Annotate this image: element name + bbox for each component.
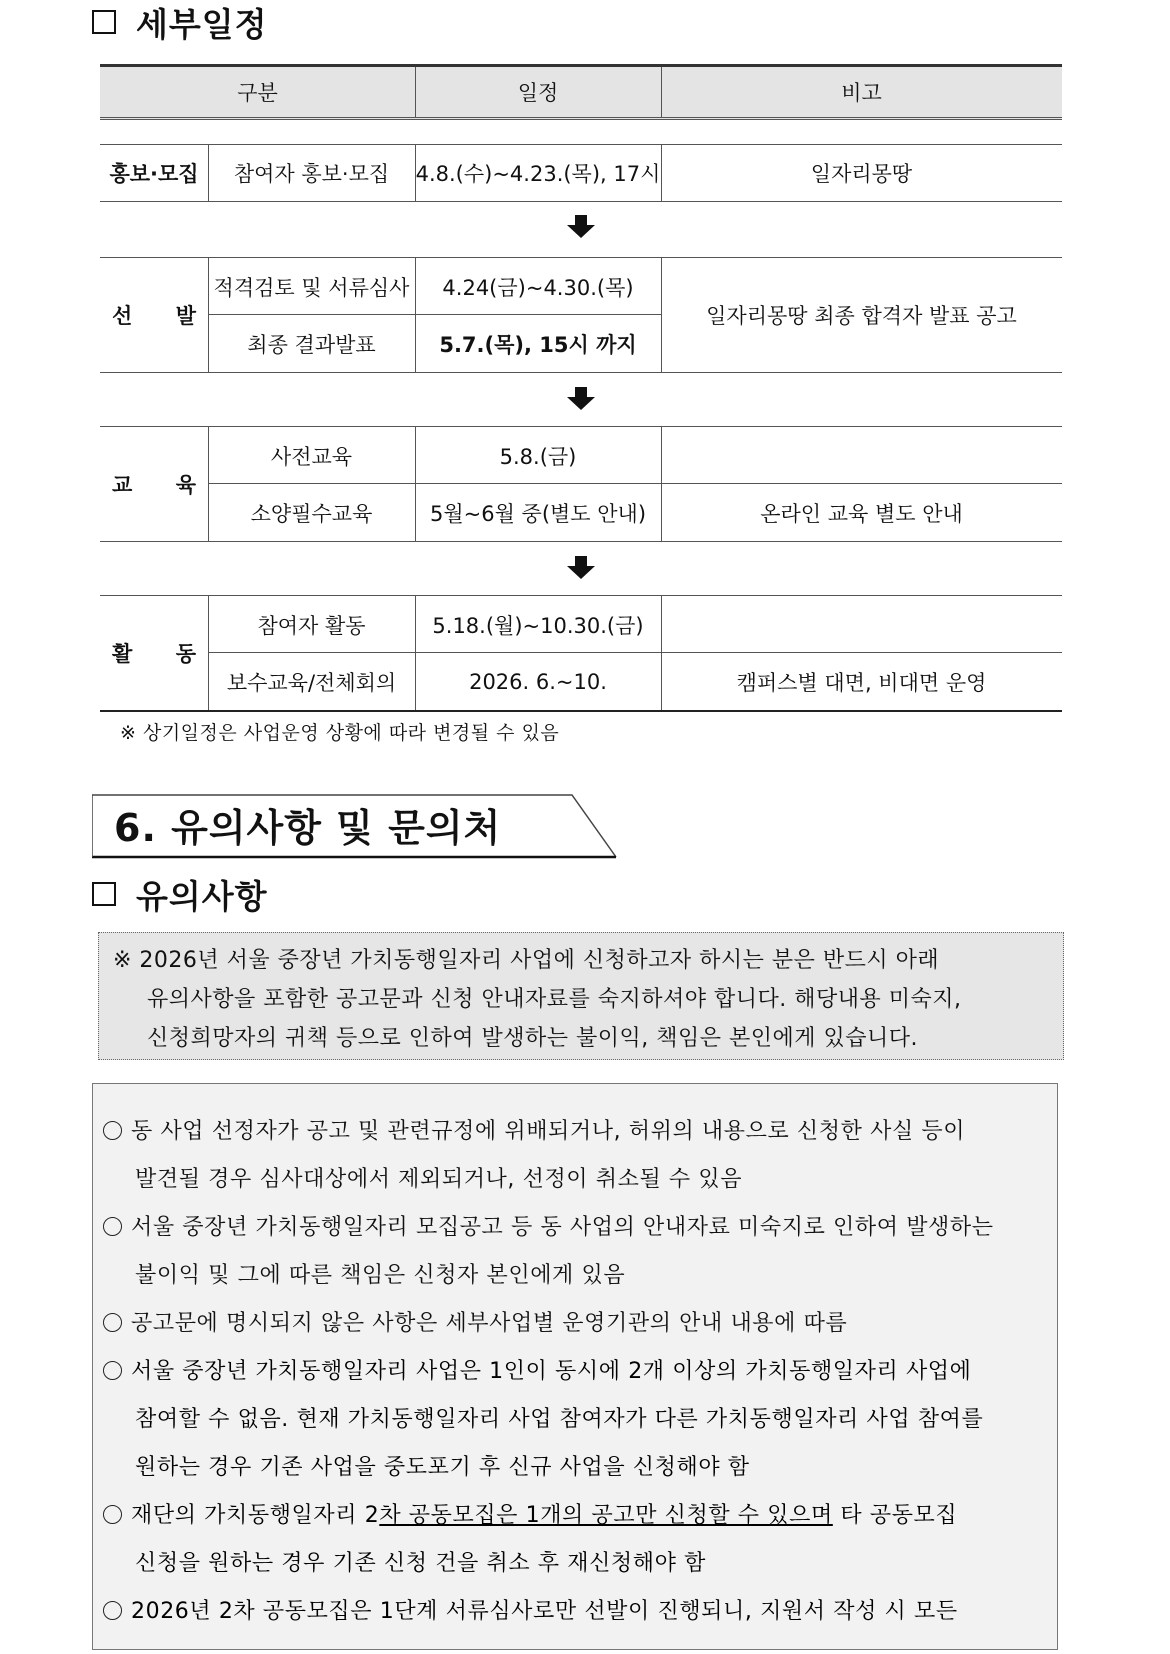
cautions-heading-text: 유의사항: [136, 876, 268, 916]
section-6-title: 6. 유의사항 및 문의처: [114, 806, 502, 850]
arrow-down-icon: [100, 556, 1062, 580]
table-row-selection: [100, 257, 1062, 373]
checkbox-square-icon: [92, 882, 116, 906]
column-header-schedule: 일정: [517, 81, 559, 105]
schedule-heading: [92, 4, 268, 44]
circle-bullet-icon: [103, 1361, 122, 1380]
section-6-banner: [92, 793, 618, 859]
note-refresher-meeting: 캠퍼스별 대면, 비대면 운영: [736, 670, 987, 695]
cautions-heading: [92, 876, 268, 916]
stage-education: [100, 427, 208, 541]
circle-bullet-icon: [103, 1313, 122, 1332]
table-header-row: [100, 64, 1062, 120]
stage-activity-char-2: 동: [175, 642, 196, 666]
date-refresher-meeting: 2026. 6.~10.: [469, 669, 607, 694]
circle-bullet-icon: [103, 1217, 122, 1236]
date-final-result: 5.7.(목), 15시 까지: [439, 332, 637, 357]
schedule-footnote: ※ 상기일정은 사업운영 상황에 따라 변경될 수 있음: [120, 722, 560, 744]
list-item: [103, 1492, 1047, 1588]
stage-activity: [100, 596, 208, 710]
note-participant-activity: [661, 596, 1062, 653]
list-item-text: 동 사업 선정자가 공고 및 관련규정에 위배되거나, 허위의 내용으로 신청한 사실 등이: [131, 1119, 966, 1144]
list-item-text: 발견될 경우 심사대상에서 제외되거나, 선정이 취소될 수 있음: [135, 1167, 743, 1192]
list-item-text: 서울 중장년 가치동행일자리 모집공고 등 동 사업의 안내자료 미숙지로 인하여 발생하는: [131, 1215, 994, 1240]
item-refresher-meeting: 보수교육/전체회의: [226, 670, 397, 695]
list-item-text: 서울 중장년 가치동행일자리 사업은 1인이 동시에 2개 이상의 가치동행일자리 사업에: [131, 1359, 972, 1384]
circle-bullet-icon: [103, 1121, 122, 1140]
table-row-education: [100, 426, 1062, 542]
date-pre-education: 5.8.(금): [499, 444, 577, 469]
list-item-text: 신청을 원하는 경우 기존 신청 건을 취소 후 재신청해야 함: [135, 1551, 706, 1576]
notice-line-1: ※ 2026년 서울 중장년 가치동행일자리 사업에 신청하고자 하시는 분은 반드시 아래: [113, 948, 940, 973]
cautions-list: [92, 1083, 1058, 1650]
item-required-education: 소양필수교육: [250, 501, 373, 526]
notice-line-3: 신청희망자의 귀책 등으로 인하여 발생하는 불이익, 책임은 본인에게 있습니다.: [147, 1026, 918, 1051]
list-item-underlined-text: 차 공동모집은 1개의 공고만 신청할 수 있으며: [379, 1503, 833, 1528]
list-item: [103, 1204, 1047, 1300]
column-header-category: 구분: [237, 81, 278, 105]
note-required-education: 온라인 교육 별도 안내: [760, 501, 963, 526]
note-selection: 일자리몽땅 최종 합격자 발표 공고: [706, 304, 1017, 328]
item-promo: 참여자 홍보·모집: [233, 162, 390, 186]
date-participant-activity: 5.18.(월)~10.30.(금): [432, 613, 644, 638]
stage-selection-char-2: 발: [175, 304, 196, 328]
list-item: [103, 1588, 1047, 1636]
item-screening: 적격검토 및 서류심사: [213, 275, 410, 300]
note-pre-education: [661, 427, 1062, 484]
stage-activity-char-1: 활: [112, 642, 133, 666]
list-item-text: 불이익 및 그에 따른 책임은 신청자 본인에게 있음: [135, 1263, 626, 1288]
note-promo: 일자리몽땅: [810, 162, 913, 186]
list-item-text: 원하는 경우 기존 사업을 중도포기 후 신규 사업을 신청해야 함: [135, 1455, 750, 1480]
circle-bullet-icon: [103, 1601, 122, 1620]
stage-education-char-1: 교: [112, 473, 133, 497]
notice-box: [98, 932, 1064, 1060]
item-participant-activity: 참여자 활동: [257, 613, 366, 638]
list-item: [103, 1300, 1047, 1348]
item-final-result: 최종 결과발표: [247, 332, 376, 357]
list-item-text: 2026년 2차 공동모집은 1단계 서류심사로만 선발이 진행되니, 지원서 작성 시 모든: [131, 1599, 958, 1624]
list-item-text: 참여할 수 없음. 현재 가치동행일자리 사업 참여자가 다른 가치동행일자리 사업 참여를: [135, 1407, 984, 1432]
stage-education-char-2: 육: [175, 473, 196, 497]
date-required-education: 5월~6월 중(별도 안내): [429, 501, 647, 526]
stage-selection: [100, 258, 208, 372]
column-header-remarks: 비고: [841, 81, 882, 105]
stage-selection-char-1: 선: [112, 304, 133, 328]
stage-promo: 홍보·모집: [109, 162, 199, 186]
list-item: [103, 1348, 1047, 1492]
notice-line-2: 유의사항을 포함한 공고문과 신청 안내자료를 숙지하셔야 합니다. 해당내용 미숙지,: [147, 987, 962, 1012]
list-item-text: 재단의 가치동행일자리 2: [131, 1503, 380, 1528]
arrow-down-icon: [100, 215, 1062, 239]
table-row-activity: [100, 595, 1062, 712]
table-row-promo: [100, 144, 1062, 202]
date-screening: 4.24(금)~4.30.(목): [442, 275, 634, 300]
list-item-text: 공고문에 명시되지 않은 사항은 세부사업별 운영기관의 안내 내용에 따름: [131, 1311, 848, 1336]
date-promo: 4.8.(수)~4.23.(목), 17시: [415, 162, 661, 186]
list-item-text: 타 공동모집: [832, 1503, 958, 1528]
list-item: [103, 1108, 1047, 1204]
arrow-down-icon: [100, 387, 1062, 411]
checkbox-square-icon: [92, 10, 116, 34]
item-pre-education: 사전교육: [270, 444, 353, 469]
schedule-heading-text: 세부일정: [136, 4, 268, 44]
circle-bullet-icon: [103, 1505, 122, 1524]
